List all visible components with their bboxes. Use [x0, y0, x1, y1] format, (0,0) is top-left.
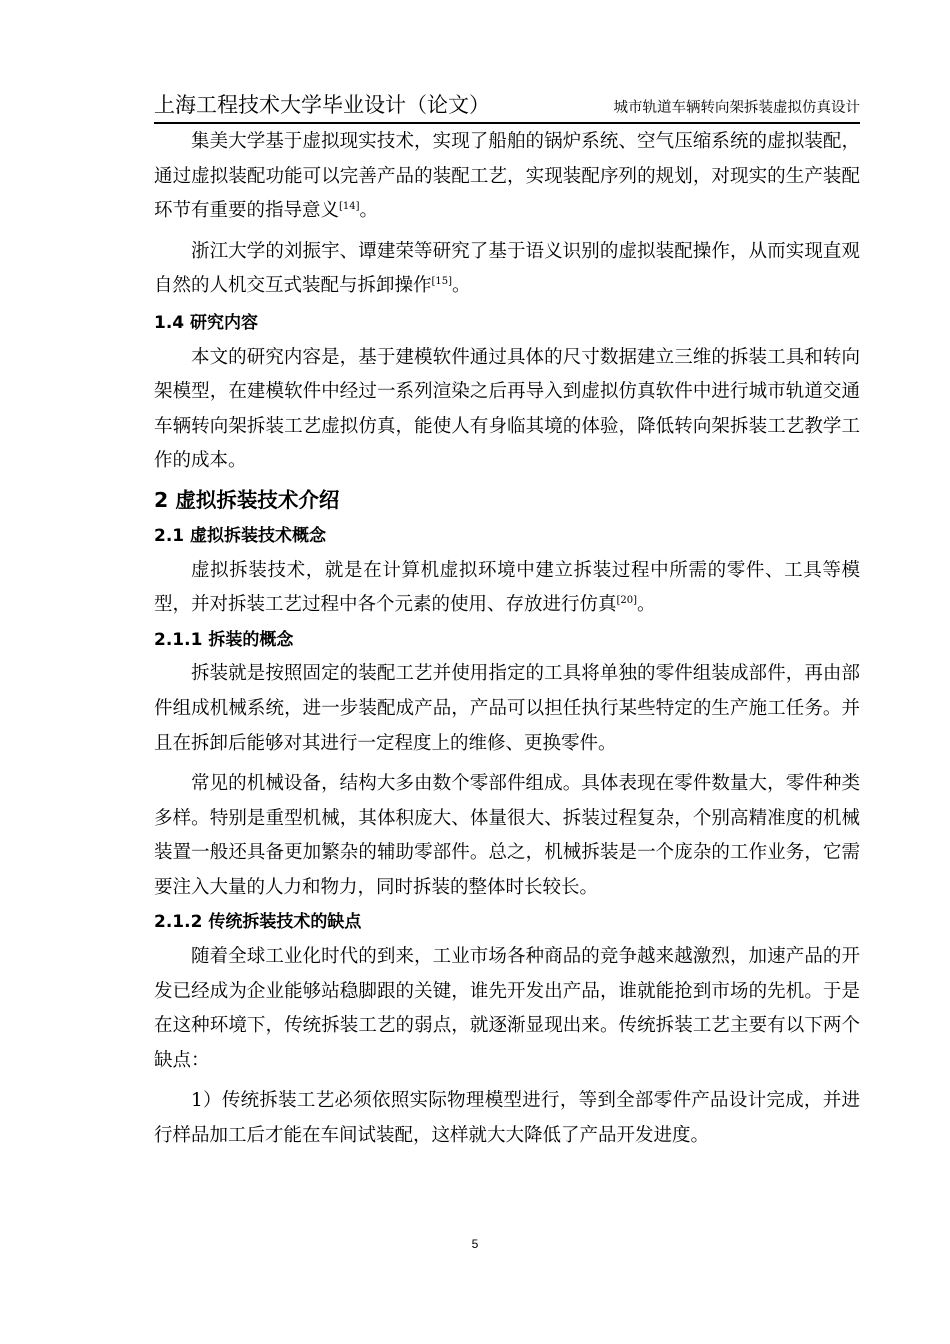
- paragraph: 常见的机械设备，结构大多由数个零部件组成。具体表现在零件数量大，零件种类多样。特别是重型机械，其体积庞大、体量很大、拆装过程复杂，个别高精准度的机械装置一般还具备更加繁杂的辅助零部件。总之，机械拆装是一个庞杂的工作业务，它需要注入大量的人力和物力，同时拆装的整体时长较长。: [154, 773, 860, 898]
- thesis-topic-title: 城市轨道车辆转向架拆装虚拟仿真设计: [613, 100, 860, 116]
- paragraph: 本文的研究内容是，基于建模软件通过具体的尺寸数据建立三维的拆装工具和转向架模型，在建模软件中经过一系列渲染之后再导入到虚拟仿真软件中进行城市轨道交通车辆转向架拆装工艺虚拟仿真，能使人有身临其境的体验，降低转向架拆装工艺教学工作的成本。: [154, 346, 860, 472]
- university-thesis-title: 上海工程技术大学毕业设计（论文）: [154, 93, 490, 117]
- paragraph-text: 浙江大学的刘振宇、谭建荣等研究了基于语义识别的虚拟装配操作，从而实现直观自然的人机交互式装配与拆卸操作: [154, 240, 860, 297]
- citation-ref: [20]: [616, 595, 638, 607]
- body-content: [154, 125, 860, 1154]
- page-header: [154, 92, 860, 124]
- paragraph: [154, 125, 860, 229]
- paragraph-tail: 。: [359, 200, 379, 222]
- citation-ref: [15]: [431, 276, 453, 288]
- citation-ref: [14]: [339, 201, 360, 213]
- section-heading-1-4: 1.4 研究内容: [154, 312, 259, 333]
- paragraph-text: 集美大学基于虚拟现实技术，实现了船舶的锅炉系统、空气压缩系统的虚拟装配，通过虚拟装配功能可以完善产品的装配工艺，实现装配序列的规划，对现实的生产装配环节有重要的指导意义: [154, 131, 860, 222]
- section-heading-2-1: 2.1 虚拟拆装技术概念: [154, 525, 327, 546]
- paragraph-tail: 。: [452, 275, 471, 297]
- paragraph-tail: 。: [637, 594, 656, 616]
- paragraph-text: 虚拟拆装技术，就是在计算机虚拟环境中建立拆装过程中所需的零件、工具等模型，并对拆装工艺过程中各个元素的使用、存放进行仿真: [154, 559, 860, 616]
- paragraph: [154, 235, 860, 304]
- subsection-heading-2-1-2: 2.1.2 传统拆装技术的缺点: [154, 912, 362, 933]
- paragraph: 随着全球工业化时代的到来，工业市场各种商品的竞争越来越激烈，加速产品的开发已经成为企业能够站稳脚跟的关键，谁先开发出产品，谁就能抢到市场的先机。于是在这种环境下，传统拆装工艺的弱点，就逐渐显现出来。传统拆装工艺主要有以下两个缺点：: [154, 946, 860, 1071]
- paragraph: [154, 554, 860, 623]
- subsection-heading-2-1-1: 2.1.1 拆装的概念: [154, 629, 294, 650]
- page-number: 5: [471, 1237, 479, 1251]
- list-item-paragraph: 1）传统拆装工艺必须依照实际物理模型进行，等到全部零件产品设计完成，并进行样品加工后才能在车间试装配，这样就大大降低了产品开发进度。: [154, 1090, 860, 1147]
- paragraph: 拆装就是按照固定的装配工艺并使用指定的工具将单独的零件组装成部件，再由部件组成机械系统，进一步装配成产品，产品可以担任执行某些特定的生产施工任务。并且在拆卸后能够对其进行一定程度上的维修、更换零件。: [154, 663, 860, 754]
- chapter-heading-2: 2 虚拟拆装技术介绍: [154, 487, 340, 512]
